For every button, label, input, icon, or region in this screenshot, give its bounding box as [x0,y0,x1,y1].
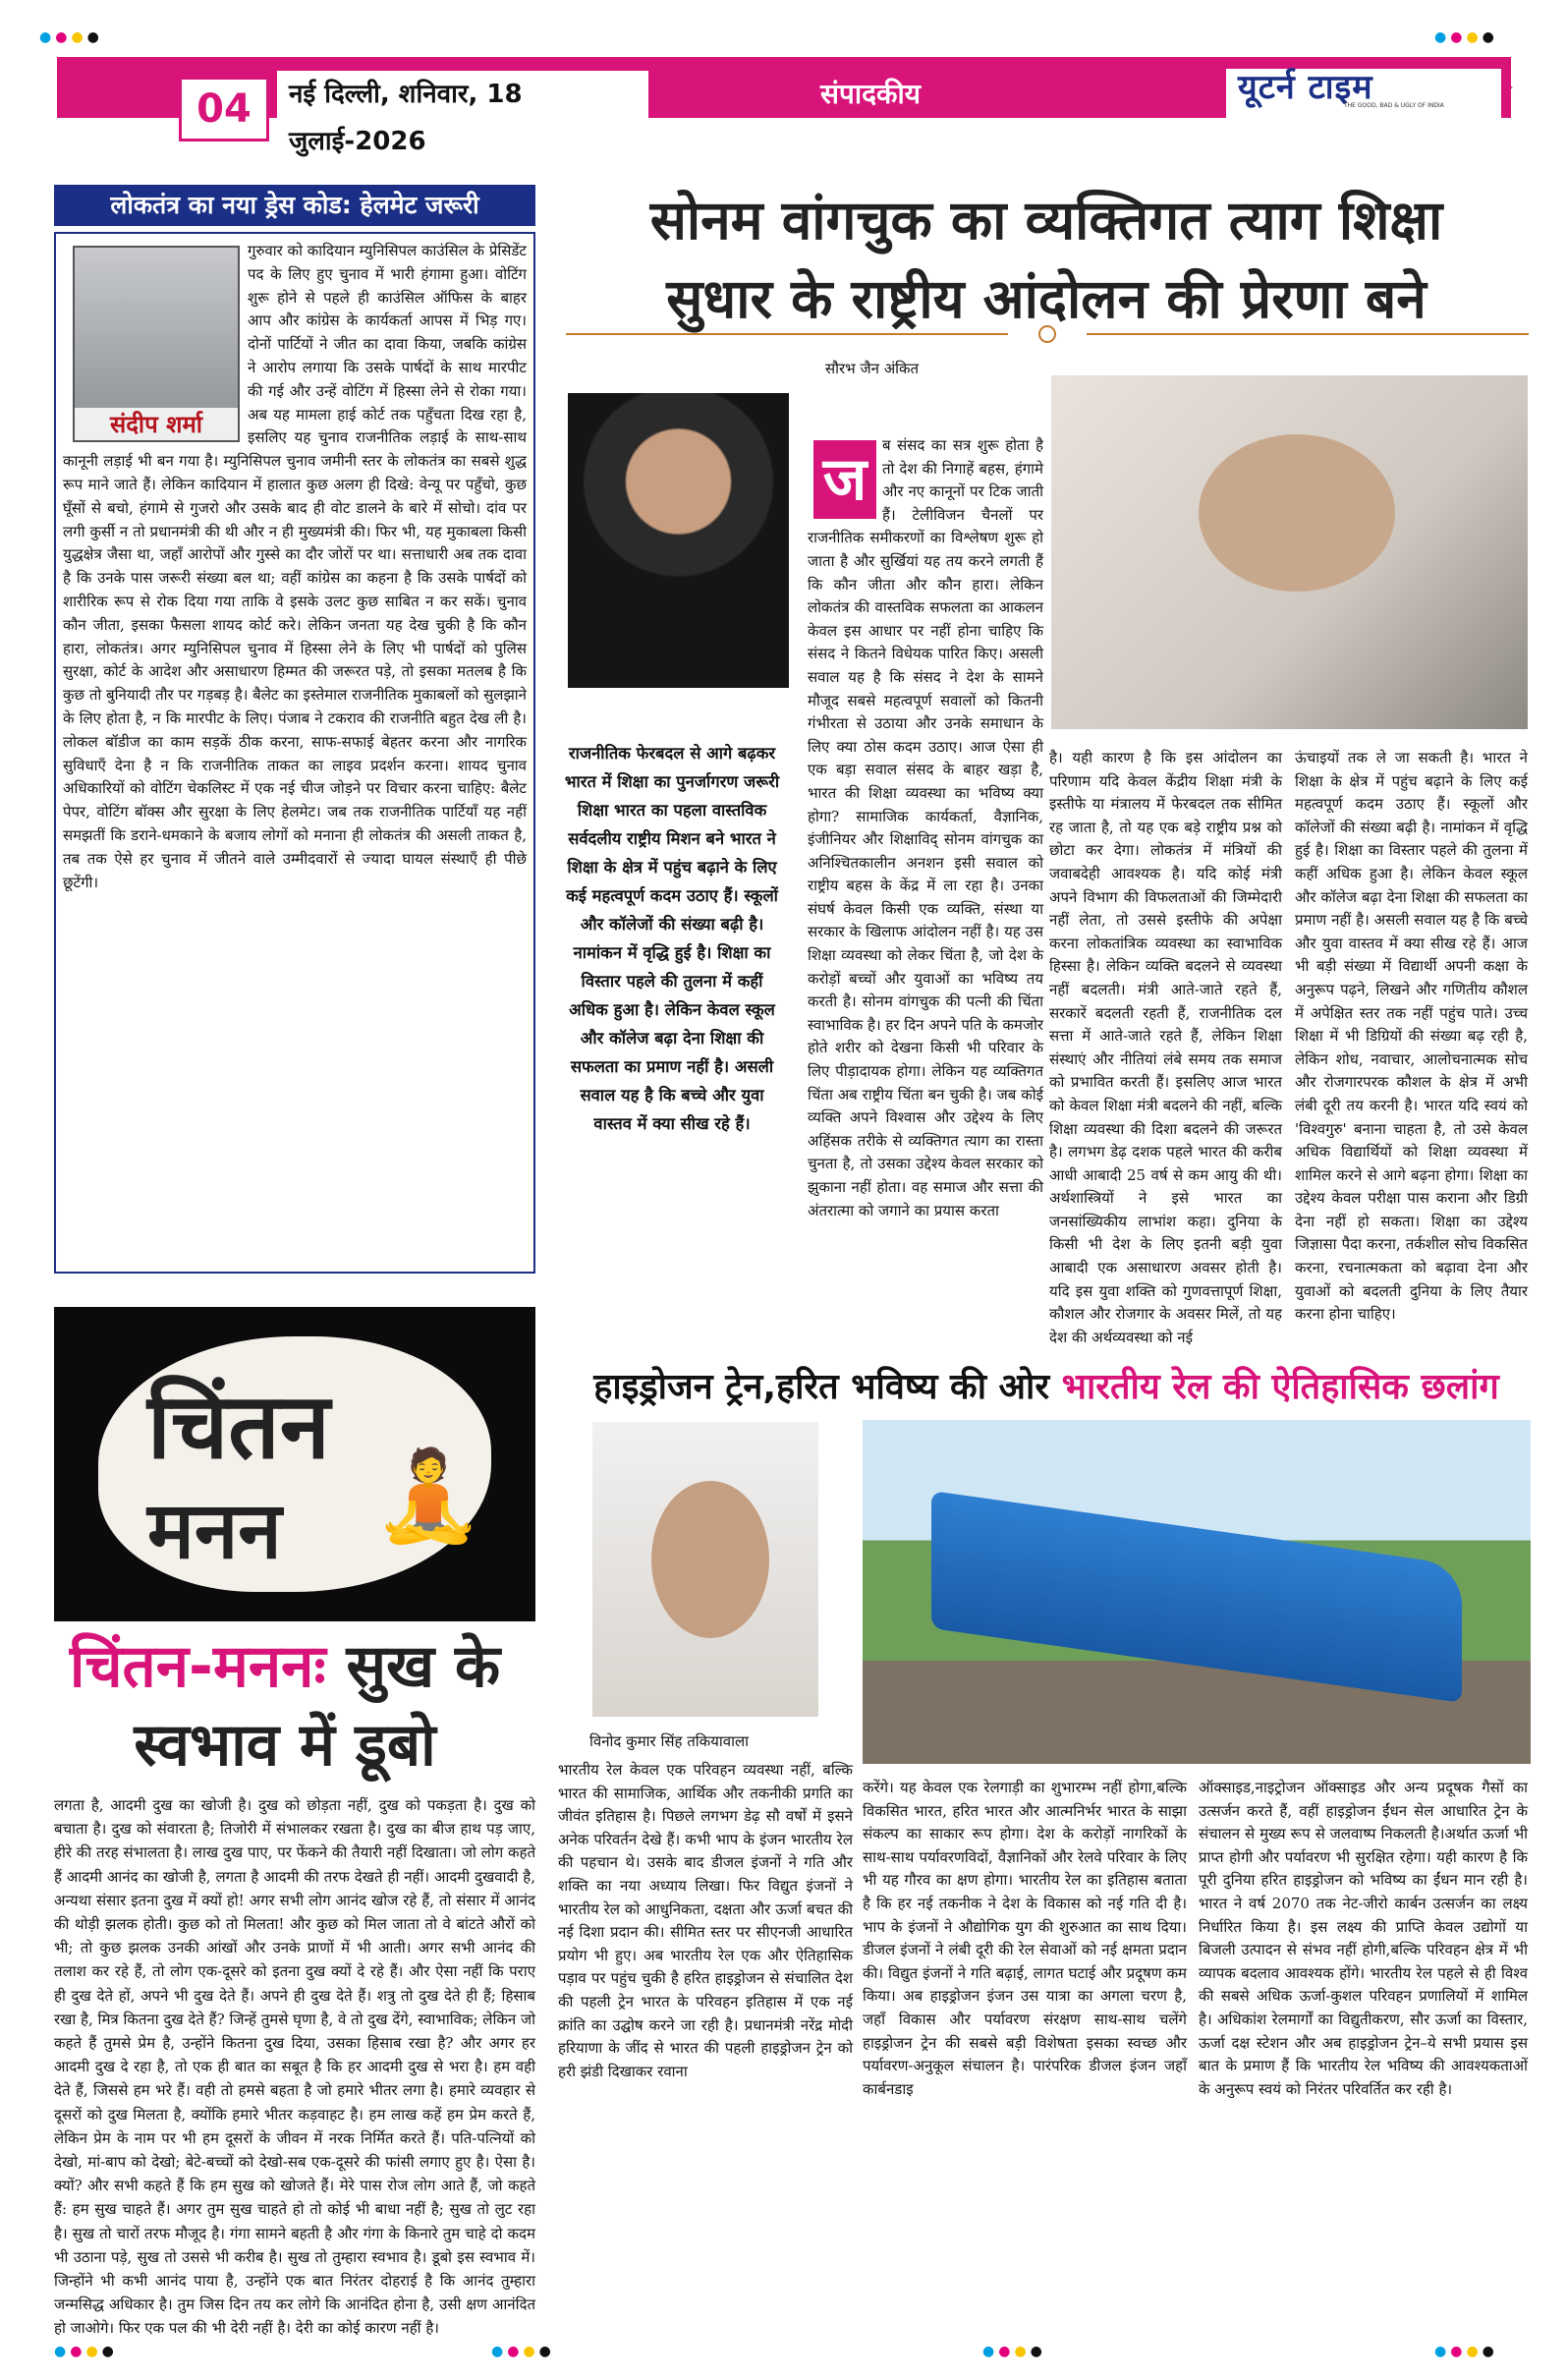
registration-dots: ●●●● [1434,29,1498,45]
manan-word: मनन [147,1484,282,1576]
date-line: नई दिल्ली, शनिवार, 18 जुलाई-2026 [277,71,648,118]
registration-dots: ●●●● [491,2344,555,2359]
chintan-heading-pink: चिंतन-मननः [69,1632,326,1701]
rail-headline-pink: भारतीय रेल की ऐतिहासिक छलांग [1061,1367,1499,1407]
meditation-figure-icon: 🧘 [373,1445,484,1548]
rail-col1: भारतीय रेल केवल एक परिवहन व्यवस्था नहीं, बल्कि भारत की सामाजिक, आर्थिक और तकनीकी प्रगति का जीवंत इतिहास है। पिछले लगभग डेढ़ सौ वर्षों में इसने अनेक परिवर्तन देखे हैं। कभी भाप के इंजन भारतीय रेल की पहचान थे। उसके बाद डीजल इंजनों ने गति और शक्ति का नया अध्याय लिखा। फिर विद्युत इंजनों ने भारतीय रेल को आधुनिकता, दक्षता और ऊर्जा बचत की नई दिशा प्रदान की। सीमित स्तर पर सीएनजी आधारित प्रयोग भी हुए। अब भारतीय रेल एक और ऐतिहासिक पड़ाव पर पहुंच चुकी है हरित हाइड्रोजन से संचालित देश की पहली ट्रेन भारत के परिवहन इतिहास में एक नई क्रांति का उद्घोष करने जा रही है। प्रधानमंत्री नरेंद्र मोदी हरियाणा के जींद से भारत की पहली हाइड्रोजन ट्रेन को हरी झंडी दिखाकर रवाना [558,1761,853,2080]
rail-author-name: विनोद कुमार सिंह तकियावाला [589,1732,750,1750]
main-photo [1051,375,1528,729]
pull-quote-wrap [560,722,784,1351]
registration-dots: ●●●● [1434,2344,1498,2359]
page-number: 04 [179,77,269,142]
author-portrait [568,393,789,688]
drop-cap: ज [813,440,876,519]
rail-col2: करेंगे। यह केवल एक रेलगाड़ी का शुभारम्भ नहीं होगा,बल्कि विकसित भारत, हरित भारत और आत्मनिर्भर भारत के साझा संकल्प का साकार रूप होगा। देश के करोड़ों नागरिकों के साथ-साथ पर्यावरणविदों, वैज्ञानिकों और रेलवे परिवार के लिए भी यह गौरव का क्षण होगा। भारतीय रेल का इतिहास बताता है कि हर नई तकनीक ने देश के विकास को नई गति दी है। भाप के इंजनों ने औद्योगिक युग की शुरुआत का साथ दिया। डीजल इंजनों ने लंबी दूरी की रेल सेवाओं को नई क्षमता प्रदान की। विद्युत इंजनों ने गति बढ़ाई, लागत घटाई और प्रदूषण कम किया। अब हाइड्रोजन इंजन उस यात्रा का अगला चरण है, जहाँ विकास और पर्यावरण संरक्षण साथ-साथ चलेंगे हाइड्रोजन ट्रेन की सबसे बड़ी विशेषता इसका स्वच्छ और पर्यावरण-अनुकूल संचालन है। पारंपरिक डीजल इंजन जहाँ कार्बनडाइ [863,1779,1187,2098]
rail-author-photo [592,1422,818,1717]
newspaper-logo [1226,69,1501,120]
brand-tagline: THE GOOD, BAD & UGLY OF INDIA [1344,102,1444,109]
main-col2-wrap [1049,747,1282,1353]
main-col2: है। यही कारण है कि इस आंदोलन का परिणाम यदि केवल केंद्रीय शिक्षा मंत्री के इस्तीफे या मंत्रालय में फेरबदल तक सीमित रह जाता है, तो यह एक बड़े राष्ट्रीय प्रश्न को छोटा कर देगा। लोकतंत्र में मंत्रियों की जवाबदेही आवश्यक है। यदि कोई मंत्री अपने विभाग की विफलताओं की जिम्मेदारी नहीं लेता, तो उससे इस्तीफे की अपेक्षा करना लोकतांत्रिक व्यवस्था का स्वाभाविक हिस्सा है। लेकिन व्यक्ति बदलने से व्यवस्था नहीं बदलती। मंत्री आते-जाते रहते हैं, सरकारें बदलती रहती हैं, राजनीतिक दल सत्ता में आते-जाते रहते हैं, लेकिन शिक्षा संस्थाएं और नीतियां लंबे समय तक समाज को प्रभावित करती हैं। इसलिए आज भारत को केवल शिक्षा मंत्री बदलने की नहीं, बल्कि शिक्षा व्यवस्था की दिशा बदलने की जरूरत है। लगभग डेढ़ दशक पहले भारत की करीब आधी आबादी 25 वर्ष से कम आयु की थी। अर्थशास्त्रियों ने इसे भारत का जनसांख्यिकीय लाभांश कहा। दुनिया के किसी भी देश के लिए इतनी बड़ी युवा आबादी एक असाधारण अवसर होती है। यदि इस युवा शक्ति को गुणवत्तापूर्ण शिक्षा, कौशल और रोजगार के अवसर मिलें, तो यह देश की अर्थव्यवस्था को नई [1049,749,1282,1346]
main-col3-wrap [1295,747,1528,1353]
registration-dots: ●●●● [39,29,103,45]
rail-headline [560,1361,1533,1409]
om-swirl-ornament [556,324,1539,344]
chintan-heading-part1: सुख के [346,1632,501,1701]
rail-headline-black: हाइड्रोजन ट्रेन,हरित भविष्य की ओर [593,1367,1050,1407]
main-col1-wrap [808,434,1043,1353]
main-col1: ब संसद का सत्र शुरू होता है तो देश की निगाहें बहस, हंगामे और नए कानूनों पर टिक जाती हैं। टेलीविजन चैनलों पर राजनीतिक समीकरणों का विश्लेषण शुरू हो जाता है और सुर्खियां यह तय करने लगती हैं कि कौन जीता और कौन हारा। लेकिन लोकतंत्र की वास्तविक सफलता का आकलन केवल इस आधार पर नहीं होना चाहिए कि संसद ने कितने विधेयक पारित किए। असली सवाल यह है कि संसद ने देश के सामने मौजूद सबसे महत्वपूर्ण सवालों को कितनी गंभीरता से उठाया और उनके समाधान के लिए क्या ठोस कदम उठाए। आज ऐसा ही एक बड़ा सवाल संसद के बाहर खड़ा है, भारत की शिक्षा व्यवस्था का भविष्य क्या होगा? सामाजिक कार्यकर्ता, वैज्ञानिक, इंजीनियर और शिक्षाविद् सोनम वांगचुक का अनिश्चितकालीन अनशन इसी सवाल को राष्ट्रीय बहस के केंद्र में ला रहा है। उनका संघर्ष केवल किसी एक व्यक्ति, संस्था या सरकार के खिलाफ आंदोलन नहीं है। यह उस शिक्षा व्यवस्था को लेकर चिंता है, जो देश के करोड़ों बच्चों और युवाओं का भविष्य तय करती है। सोनम वांगचुक की पत्नी की चिंता स्वाभाविक है। हर दिन अपने पति के कमजोर होते शरीर को देखना किसी भी परिवार के लिए पीड़ादायक होगा। लेकिन यह व्यक्तिगत चिंता अब राष्ट्रीय चिंता बन चुकी है। जब कोई व्यक्ति अपने विश्वास और उद्देश्य के लिए अहिंसक तरीके से व्यक्तिगत त्याग का रास्ता चुनता है, तो उसका उद्देश्य केवल सरकार को झुकाना नहीं होता। वह समाज और सत्ता की अंतरात्मा को जगाने का प्रयास करता [808,436,1043,1219]
pull-quote: राजनीतिक फेरबदल से आगे बढ़कर भारत में शिक्षा का पुनर्जागरण जरूरी शिक्षा भारत का पहला वास्तविक सर्वदलीय राष्ट्रीय मिशन बने भारत ने शिक्षा के क्षेत्र में पहुंच बढ़ाने के लिए कई महत्वपूर्ण कदम उठाए हैं। स्कूलों और कॉलेजों की संख्या बढ़ी है। नामांकन में वृद्धि हुई है। शिक्षा का विस्तार पहले की तुलना में कहीं अधिक हुआ है। लेकिन केवल स्कूल और कॉलेज बढ़ा देना शिक्षा की सफलता का प्रमाण नहीं है। असली सवाल यह है कि बच्चे और युवा वास्तव में क्या सीख रहे हैं। [564,743,780,1133]
left-article-body: गुरुवार को कादियान म्युनिसिपल काउंसिल के प्रेसिडेंट पद के लिए हुए चुनाव में भारी हंगामा हुआ। वोटिंग शुरू होने से पहले ही काउंसिल ऑफिस के बाहर आप और कांग्रेस के कार्यकर्ता आपस में भिड़ गए। दोनों पार्टियों ने जीत का दावा किया, जबकि कांग्रेस ने आरोप लगाया कि उसके पार्षदों के साथ मारपीट की गई और उन्हें वोटिंग में हिस्सा लेने से रोका गया। अब यह मामला हाई कोर्ट तक पहुँचता दिख रहा है, इसलिए यह चुनाव राजनीतिक लड़ाई के साथ-साथ कानूनी लड़ाई भी बन गया है। म्युनिसिपल चुनाव जमीनी स्तर के लोकतंत्र का सबसे शुद्ध रूप माने जाते हैं। लेकिन कादियान में हालात कुछ अलग ही दिखे: वेन्यू पर पहुँचो, कुछ घूँसों से बचो, हंगामे से गुजरो और उसके बाद ही वोट डालने के बारे में सोचो। दांव पर लगी कुर्सी न तो प्रधानमंत्री की थी और न ही मुख्यमंत्री की। फिर भी, यह मुकाबला किसी युद्धक्षेत्र जैसा था, जहाँ आरोपों और गुस्से का दौर जोरों पर था। सत्ताधारी अब तक दावा है कि उनके पास जरूरी संख्या बल था; वहीं कांग्रेस का कहना है कि उसके पार्षदों को शारीरिक रूप से रोक दिया गया ताकि वे इसके उलट कुछ साबित न कर सकें। चुनाव कौन जीता, इसका फैसला शायद कोर्ट करे। लेकिन जनता यह देख चुकी है कि कौन हारा, लोकतंत्र। अगर म्युनिसिपल चुनाव में हिस्सा लेने के लिए भी पार्षदों को पुलिस सुरक्षा, कोर्ट के आदेश और असाधारण हिम्मत की जरूरत पड़े, तो इसका मतलब है कि कुछ तो बुनियादी तौर पर गड़बड़ है। बैलेट का इस्तेमाल राजनीतिक मुकाबलों को सुलझाने के लिए होता है, न कि मारपीट के लिए। पंजाब ने टकराव की राजनीति बहुत देख ली है। लोकल बॉडीज का काम सड़कें ठीक करना, साफ-सफाई बेहतर करना और नागरिक सुविधाएँ देना है न कि राजनीतिक ताकत का लाइव प्रदर्शन करना। शायद चुनाव अधिकारियों को वोटिंग चेकलिस्ट में एक नई चीज जोड़ने पर विचार करना चाहिए: बैलेट पेपर, वोटिंग बॉक्स और सुरक्षा के लिए हेलमेट। जब तक राजनीतिक पार्टियाँ यह नहीं समझतीं कि डराने-धमकाने के बजाय लोगों को मनाना ही लोकतंत्र की असली ताकत है, तब तक ऐसे हर चुनाव में जीतने वाले उम्मीदवारों से ज्यादा घायल संस्थाएँ ही पीछे छूटेंगी। [63,242,527,891]
author-name: संदीप शर्मा [75,408,238,440]
rail-col3-wrap [1199,1777,1528,2309]
main-headline [560,181,1533,338]
chintan-heading-part2: स्वभाव में डूबो [134,1711,436,1780]
chintan-body: लगता है, आदमी दुख का खोजी है। दुख को छोड़ता नहीं, दुख को पकड़ता है। दुख को बचाता है। दुख को संवारता है; तिजोरी में संभालकर रखता है। दुख का बीज हाथ पड़ जाए, हीरे की तरह संभालता है। लाख दुख पाए, पर फेंकने की तैयारी नहीं दिखाता। जो लोग कहते हैं आदमी आनंद का खोजी है, लगता है आदमी की तरफ देखते ही नहीं। आदमी दुखवादी है, अन्यथा संसार इतना दुख में क्यों हो! अगर सभी लोग आनंद खोज रहे हैं, तो संसार में आनंद की थोड़ी झलक होती। कुछ को तो मिलता! और कुछ को मिल जाता तो वे बांटते औरों को भी; तो कुछ झलक उनकी आंखों और उनके प्राणों में भी आती। अगर सभी आनंद की तलाश कर रहे हैं, तो लोग एक-दूसरे को इतना दुख क्यों दे रहे हैं। और ऐसा नहीं कि पराए ही दुख देते हों, अपने भी दुख देते हैं। अपने ही दुख देते हैं। शत्रु तो दुख देते ही हैं; हिसाब रखा है, मित्र कितना दुख देते हैं? जिन्हें तुमसे घृणा है, वे तो दुख देंगे, स्वाभाविक; लेकिन जो कहते हैं तुमसे प्रेम है, उन्होंने कितना दुख दिया, उसका हिसाब रखा है? और अगर हर आदमी दुख दे रहा है, तो एक ही बात का सबूत है कि हर आदमी दुख से भरा है। हम वही देते हैं, जिससे हम भरे हैं। वही तो हमसे बहता है जो हमारे भीतर लगा है। हमारे व्यवहार से दूसरों को दुख मिलता है, क्योंकि हमारे भीतर कड़वाहट है। हम लाख कहें हम प्रेम करते हैं, लेकिन प्रेम के नाम पर भी हम दूसरों के जीवन में नरक निर्मित करते हैं। पति-पत्नियों को देखो, मां-बाप को देखो; बेटे-बच्चों को देखो-सब एक-दूसरे की फांसी लगाए हुए है। ऐसा है। क्यों? और सभी कहते हैं कि हम सुख को खोजते हैं। मेरे पास रोज लोग आते हैं, जो कहते हैं: हम सुख चाहते हैं। अगर तुम सुख चाहते हो तो कोई भी बाधा नहीं है; सुख तो लुट रहा है। सुख तो चारों तरफ मौजूद है। गंगा सामने बहती है और गंगा के किनारे तुम चाहे दो कदम भी उठाना पड़े, सुख तो उससे भी करीब है। सुख तो तुम्हारा स्वभाव है। डूबो इस स्वभाव में। जिन्होंने भी कभी आनंद पाया है, उन्होंने एक बात निरंतर दोहराई है कि आनंद तुम्हारा जन्मसिद्ध अधिकार है। तुम जिस दिन तय कर लोगे कि आनंदित होना है, उसी क्षण आनंदित हो जाओगे। फिर एक पल की भी देरी नहीं है। देरी का कोई कारण नहीं है। [54,1796,535,2338]
main-headline-line2: सुधार के राष्ट्रीय आंदोलन की प्रेरणा बने [666,267,1427,330]
chintan-word: चिंतन [147,1373,330,1479]
rail-col3: ऑक्साइड,नाइट्रोजन ऑक्साइड और अन्य प्रदूषक गैसों का उत्सर्जन करते हैं, वहीं हाइड्रोजन ईंधन सेल आधारित ट्रेन के संचालन से मुख्य रूप से जलवाष्प निकलती है।अर्थात ऊर्जा भी प्राप्त होगी और पर्यावरण भी सुरक्षित रहेगा। यही कारण है कि पूरी दुनिया हरित हाइड्रोजन को भविष्य का ईंधन मान रही है। भारत ने वर्ष 2070 तक नेट-जीरो कार्बन उत्सर्जन का लक्ष्य निर्धारित किया है। इस लक्ष्य की प्राप्ति केवल उद्योगों या बिजली उत्पादन से संभव नहीं होगी,बल्कि परिवहन क्षेत्र में भी व्यापक बदलाव आवश्यक होंगे। भारतीय रेल पहले से ही विश्व की सबसे अधिक ऊर्जा-कुशल परिवहन प्रणालियों में शामिल है। अधिकांश रेलमार्गों का विद्युतीकरण, सौर ऊर्जा का विस्तार, ऊर्जा दक्ष स्टेशन और अब हाइड्रोजन ट्रेन–ये सभी प्रयास इस बात के प्रमाण हैं कि भारतीय रेल भविष्य की आवश्यकताओं के अनुरूप स्वयं को निरंतर परिवर्तित कर रही है। [1199,1779,1528,2098]
main-byline: सौरभ जैन अंकित [825,360,920,377]
rail-col1-wrap [558,1759,853,2309]
main-col3: ऊंचाइयों तक ले जा सकती है। भारत ने शिक्षा के क्षेत्र में पहुंच बढ़ाने के लिए कई महत्वपूर्ण कदम उठाए हैं। स्कूलों और कॉलेजों की संख्या बढ़ी है। नामांकन में वृद्धि हुई है। शिक्षा का विस्तार पहले की तुलना में कहीं अधिक हुआ है। लेकिन केवल स्कूल और कॉलेज बढ़ा देना शिक्षा की सफलता का प्रमाण नहीं है। असली सवाल यह है कि बच्चे और युवा वास्तव में क्या सीख रहे हैं। आज भी बड़ी संख्या में विद्यार्थी अपनी कक्षा के अनुरूप पढ़ने, लिखने और गणितीय कौशल में अपेक्षित स्तर तक नहीं पहुंच पाते। उच्च शिक्षा में भी डिग्रियों की संख्या बढ़ रही है, लेकिन शोध, नवाचार, आलोचनात्मक सोच और रोजगारपरक कौशल के क्षेत्र में अभी लंबी दूरी तय करनी है। भारत यदि स्वयं को 'विश्वगुरु' बनाना चाहता है, तो उसे केवल अधिक विद्यार्थियों को शिक्षा व्यवस्था में शामिल करने से आगे बढ़ना होगा। शिक्षा का उद्देश्य केवल परीक्षा पास कराना और डिग्री देना नहीं हो सकता। शिक्षा का उद्देश्य जिज्ञासा पैदा करना, तर्कशील सोच विकसित करना, रचनात्मकता को बढ़ावा देना और युवाओं को बदलती दुनिया के लिए तैयार करना होना चाहिए। [1295,749,1528,1324]
left-article-body-wrap [63,240,527,1262]
section-label: संपादकीय [820,78,921,110]
hydrogen-train-photo [863,1420,1531,1764]
registration-dots: ●●●● [54,2344,118,2359]
rail-col2-wrap [863,1777,1187,2309]
main-headline-line1: सोनम वांगचुक का व्यक्तिगत त्याग शिक्षा [649,189,1443,252]
chintan-body-wrap [54,1793,535,2338]
chintan-heading [20,1627,550,1785]
brand-name: यूटर्न टाइम [1238,68,1373,107]
left-article-title: लोकतंत्र का नया ड्रेस कोड: हेलमेट जरूरी [54,185,535,226]
registration-dots: ●●●● [982,2344,1046,2359]
